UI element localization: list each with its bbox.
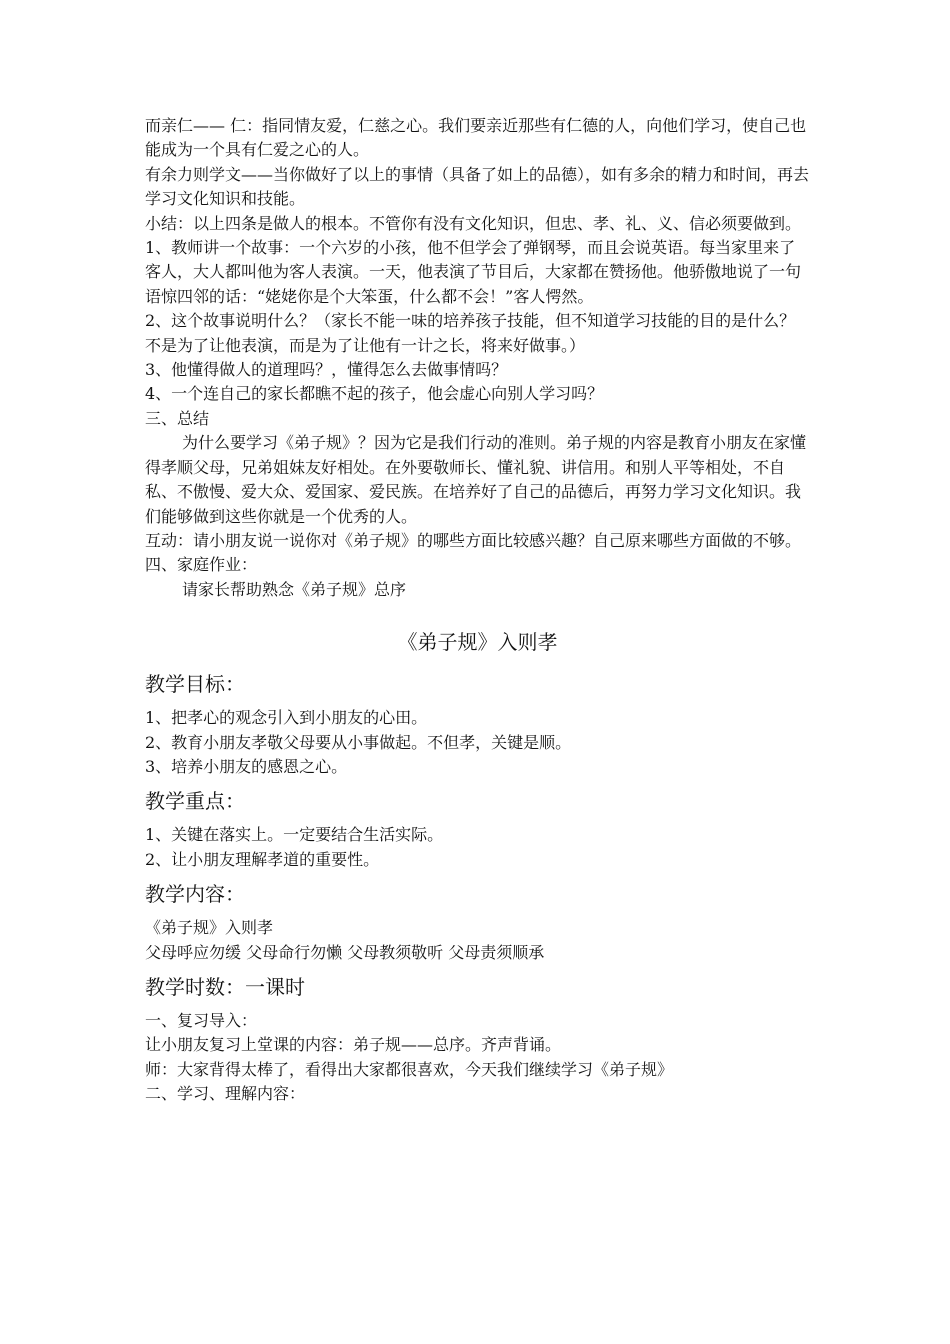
paragraph-interaction: 互动：请小朋友说一说你对《弟子规》的哪些方面比较感兴趣？自己原来哪些方面做的不够。	[145, 530, 802, 550]
section-heading-homework: 四、家庭作业：	[145, 555, 258, 575]
heading-key-points: 教学重点：	[145, 789, 245, 814]
heading-hours: 教学时数：一课时	[145, 974, 305, 999]
paragraph-xuewen: 有余力则学文——当你做好了以上的事情（具备了如上的品德），如有多余的精力和时间，再去学习文化知识和技能。	[145, 164, 810, 209]
paragraph-summary-story: 小结：以上四条是做人的根本。不管你有没有文化知识，但忠、孝、礼、义、信必须要做到。1、教师讲一个故事：一个六岁的小孩，他不但学会了弹钢琴，而且会说英语。每当家里来了客人，大人都叫他为客人表演。一天，他表演了节目后，大家都在赞扬他。他骄傲地说了一句语惊四邻的话：“姥姥你是个大笨蛋，什么都不会！”客人愕然。	[145, 213, 802, 306]
paragraph-question-4: 4、一个连自己的家长都瞧不起的孩子，他会虚心向别人学习吗？	[145, 384, 604, 404]
step-item: 师：大家背得太棒了，看得出大家都很喜欢，今天我们继续学习《弟子规》	[145, 1059, 674, 1079]
step-item: 让小朋友复习上堂课的内容：弟子规——总序。齐声背诵。	[145, 1035, 562, 1055]
paragraph-question-2: 2、这个故事说明什么？（家长不能一味的培养孩子技能，但不知道学习技能的目的是什么？不是为了让他表演，而是为了让他有一计之长，将来好做事。）	[145, 311, 796, 355]
paragraph-question-3: 3、他懂得做人的道理吗？，懂得怎么去做事情吗？	[145, 360, 508, 380]
key-point-item: 2、让小朋友理解孝道的重要性。	[145, 849, 380, 869]
document-page	[145, 114, 810, 1107]
content-item: 《弟子规》入则孝	[145, 918, 274, 938]
goal-item: 2、教育小朋友孝敬父母要从小事做起。不但孝，关键是顺。	[145, 732, 572, 752]
step-item: 二、学习、理解内容：	[145, 1084, 306, 1104]
paragraph-conclusion: 为什么要学习《弟子规》？因为它是我们行动的准则。弟子规的内容是教育小朋友在家懂得孝顺父母，兄弟姐妹友好相处。在外要敬师长、懂礼貌、讲信用。和别人平等相处，不自私、不傲慢、爱大众、爱国家、爱民族。在培养好了自己的品德后，再努力学习文化知识。我们能够做到这些你就是一个优秀的人。	[145, 433, 807, 526]
content-item: 父母呼应勿缓 父母命行勿懒 父母教须敬听 父母责须顺承	[145, 942, 545, 962]
key-point-item: 1、关键在落实上。一定要结合生活实际。	[145, 825, 444, 845]
goal-item: 3、培养小朋友的感恩之心。	[145, 756, 348, 776]
section-heading-summary: 三、总结	[145, 408, 210, 428]
heading-goals: 教学目标：	[145, 672, 245, 697]
paragraph-qinren: 而亲仁—— 仁：指同情友爱，仁慈之心。我们要亲近那些有仁德的人，向他们学习，使自己也能成为一个具有仁爱之心的人。	[145, 116, 807, 160]
lesson-title: 《弟子规》入则孝	[397, 630, 558, 655]
heading-content: 教学内容：	[145, 882, 245, 907]
paragraph-homework: 请家长帮助熟念《弟子规》总序	[182, 579, 407, 599]
step-item: 一、复习导入：	[145, 1010, 258, 1030]
goal-item: 1、把孝心的观念引入到小朋友的心田。	[145, 708, 428, 728]
